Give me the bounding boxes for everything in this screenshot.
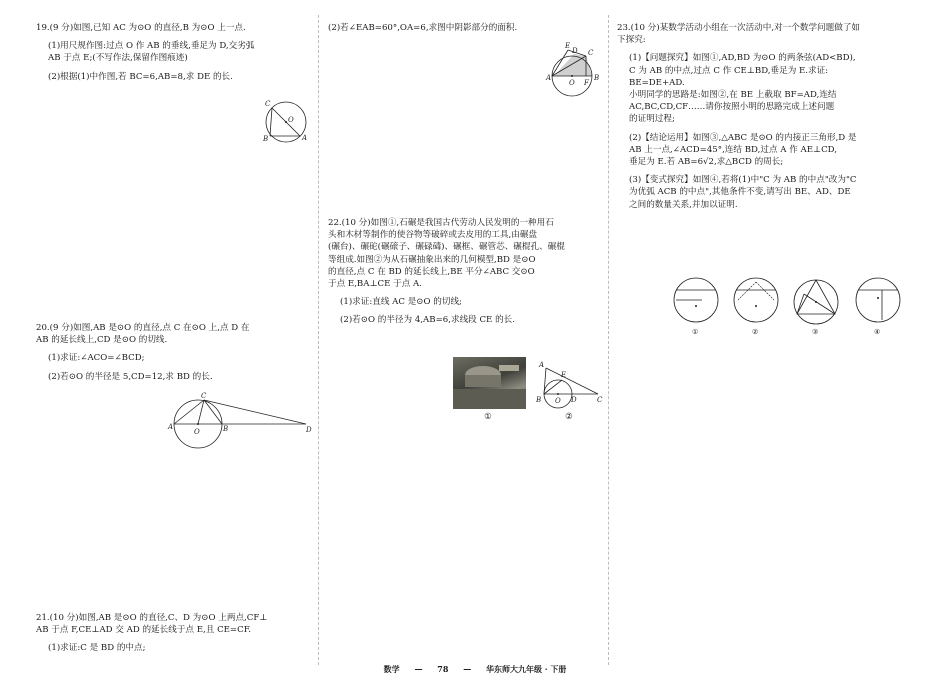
q23-p2-line2: AB 上一点,∠ACD=45°,连结 BD,过点 A 作 AE⊥CD, [629, 144, 837, 155]
q23-p1-line4: 小明同学的思路是:如图②,在 BE 上截取 BF=AD,连结 [629, 90, 837, 101]
q23-caption-1: ① [692, 328, 699, 336]
q22-line-4: 等组成.如图②为从石碾抽象出来的几何模型,BD 是⊙O [328, 254, 536, 265]
q19-label-a: A [302, 134, 308, 142]
q22-figure [534, 360, 602, 410]
q22-label-o: O [555, 397, 561, 405]
q21-part1: (1)求证:C 是 BD 的中点; [48, 643, 146, 654]
q23-p3-line1: (3)【变式探究】如图④,若将(1)中"C 为 AB 的中点"改为"C [629, 175, 857, 186]
q21-label-b: B [594, 74, 600, 82]
q21-stem: 21.(10 分)如图,AB 是⊙O 的直径,C、D 为⊙O 上两点,CF⊥ [36, 613, 268, 623]
q23-p2-line3: 垂足为 E.若 AB=6√2,求△BCD 的周长; [629, 157, 784, 168]
q22-part1: (1)求证:直线 AC 是⊙O 的切线; [340, 297, 462, 308]
q22-label-d: D [571, 396, 577, 404]
footer-dash-right: — [463, 664, 472, 674]
q23-p3-line2: 为优弧 ACB 的中点",其他条件不变,请写出 BE、AD、DE [629, 187, 851, 198]
q22-line-3: (碾台)、碾砣(碾磙子、碾碌碡)、碾框、碾管芯、碾棍孔、碾棍 [328, 242, 565, 253]
q19-part1-cont: AB 于点 E;(不写作法,保留作图痕迹) [48, 53, 188, 64]
q20-label-a: A [168, 423, 174, 431]
question-20 [36, 322, 308, 389]
question-21 [36, 612, 308, 661]
q23-figure-2 [734, 278, 778, 322]
q22-label-e: E [561, 371, 567, 379]
page-footer [0, 664, 950, 675]
q21-stem-cont: AB 于点 F,CE⊥AD 交 AD 的延长线于点 E,且 CE=CF. [36, 625, 252, 636]
q20-part1: (1)求证:∠ACO=∠BCD; [48, 353, 145, 364]
page-number: 78 [437, 664, 449, 674]
column-divider-2 [608, 15, 609, 665]
q22-caption-1: ① [484, 412, 492, 422]
q19-label-c: C [265, 100, 271, 108]
q23-figures [672, 274, 912, 340]
q23-caption-2: ② [752, 328, 759, 336]
footer-book: 华东师大九年级 · 下册 [485, 664, 567, 674]
q20-label-d: D [306, 426, 312, 434]
q20-figure [168, 392, 313, 450]
q22-line-6: 于点 E,BA⊥CE 于点 A. [328, 279, 422, 290]
q22-line-1: 22.(10 分)如图①,石碾是我国古代劳动人民发明的一种用石 [328, 218, 554, 228]
q21-figure [544, 42, 600, 92]
q21-label-d: D [572, 47, 578, 55]
q22-label-a: A [539, 361, 545, 369]
q23-p1-line1: (1)【问题探究】如图①,AD,BD 为⊙O 的两条弦(AD<BD), [629, 53, 856, 64]
q21-label-f: F [584, 79, 589, 87]
q23-figure-3 [794, 280, 838, 324]
q23-p1-line5: AC,BC,CD,CF……请你按照小明的思路完成上述问题 [629, 102, 835, 113]
q23-p2-line1: (2)【结论运用】如图③,△ABC 是⊙O 的内接正三角形,D 是 [629, 132, 857, 143]
q22-part2: (2)若⊙O 的半径为 4,AB=6,求线段 CE 的长. [340, 315, 515, 326]
q23-p1-line2: C 为 AB 的中点,过点 C 作 CE⊥BD,垂足为 E.求证: [629, 65, 829, 76]
q23-stem-cont: 下探究: [617, 35, 646, 46]
q23-p3-line3: 之间的数量关系,并加以证明. [629, 199, 738, 210]
q23-figure-1 [674, 278, 718, 322]
q23-caption-4: ④ [874, 328, 881, 336]
q20-stem-cont: AB 的延长线上,CD 是⊙O 的切线. [36, 335, 168, 346]
q19-stem: 19.(9 分)如图,已知 AC 为⊙O 的直径,B 为⊙O 上一点. [36, 23, 246, 33]
q22-line-5: 的直径,点 C 在 BD 的延长线上,BE 平分∠ABC 交⊙O [328, 266, 535, 277]
question-23 [617, 22, 913, 217]
q22-label-c: C [597, 396, 603, 404]
q21-label-o: O [569, 79, 575, 87]
question-19 [36, 22, 308, 89]
q23-caption-3: ③ [812, 328, 819, 336]
q19-label-o: O [288, 116, 294, 124]
q19-figure [258, 98, 314, 148]
q20-label-c: C [201, 392, 207, 400]
q22-line-2: 头和木材等制作的使谷物等破碎或去皮用的工具,由碾盘 [328, 230, 537, 241]
q21-label-e: E [565, 42, 571, 50]
question-22 [328, 217, 600, 333]
q20-label-b: B [223, 425, 229, 433]
q22-label-b: B [536, 396, 542, 404]
stone-mill-photo [453, 357, 526, 409]
q20-part2: (2)若⊙O 的半径是 5,CD=12,求 BD 的长. [48, 371, 213, 382]
footer-subject: 数学 [383, 664, 400, 674]
q23-stem: 23.(10 分)某数学活动小组在一次活动中,对一个数学问题做了如 [617, 23, 861, 33]
q23-figure-4 [856, 278, 900, 322]
footer-dash-left: — [414, 664, 423, 674]
q20-stem: 20.(9 分)如图,AB 是⊙O 的直径,点 C 在⊙O 上,点 D 在 [36, 323, 250, 333]
q23-p1-line3: BE=DE+AD. [629, 77, 685, 88]
q19-part1: (1)用尺规作图:过点 O 作 AB 的垂线,垂足为 D,交劣弧 [48, 41, 255, 52]
q21-part2: (2)若∠EAB=60°,OA=6,求图中阴影部分的面积. [328, 23, 518, 33]
q19-part2: (2)根据(1)中作图,若 BC=6,AB=8,求 DE 的长. [48, 71, 233, 82]
q20-label-o: O [194, 428, 200, 436]
q23-p1-line6: 的证明过程; [629, 114, 675, 125]
q21-label-c: C [588, 49, 594, 57]
column-divider-1 [318, 15, 319, 665]
q22-caption-2: ② [565, 412, 573, 422]
q21-label-a: A [546, 74, 552, 82]
question-21-continued [328, 22, 600, 40]
q19-label-b: B [263, 135, 269, 143]
